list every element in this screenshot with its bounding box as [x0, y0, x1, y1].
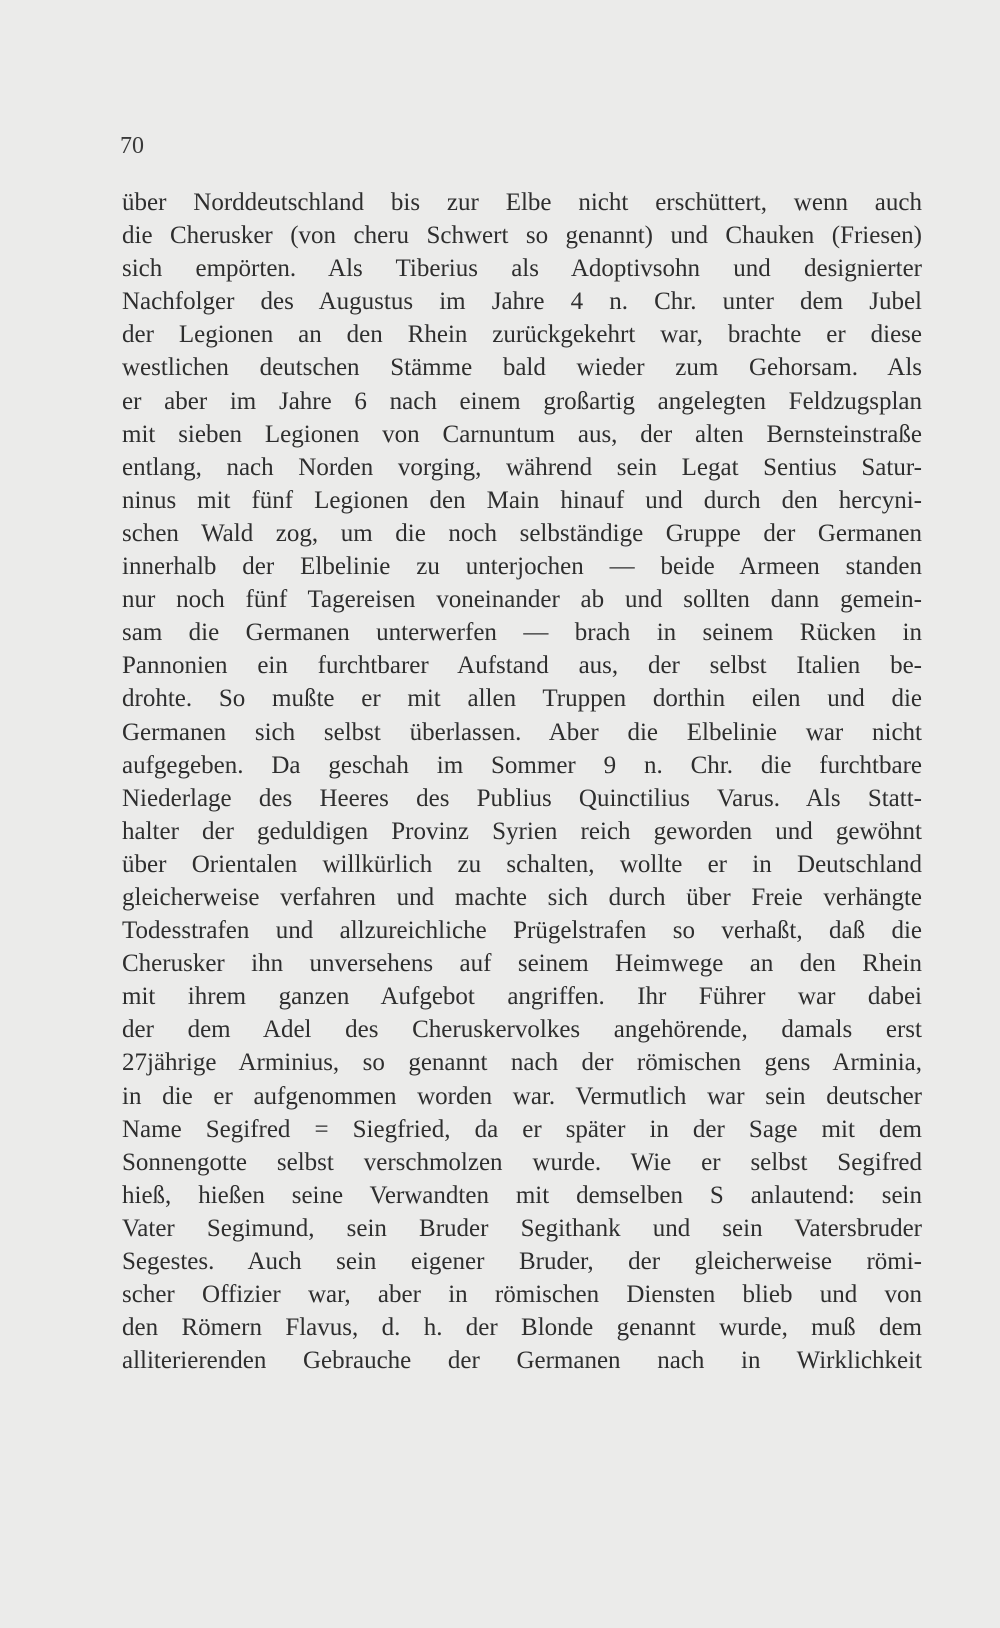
text-line: den Römern Flavus, d. h. der Blonde genannt wurde, muß dem [122, 1314, 922, 1342]
text-line: alliterierenden Gebrauche der Germanen nach in Wirklichkeit [122, 1347, 922, 1375]
text-line: nur noch fünf Tagereisen voneinander ab und sollten dann gemein- [122, 586, 922, 614]
text-line: Pannonien ein furchtbarer Aufstand aus, der selbst Italien be- [122, 652, 922, 680]
text-line: der Legionen an den Rhein zurückgekehrt war, brachte er diese [122, 321, 922, 349]
text-line: in die er aufgenommen worden war. Vermutlich war sein deutscher [122, 1082, 922, 1110]
text-line: sich empörten. Als Tiberius als Adoptivsohn und designierter [122, 255, 922, 283]
text-line: er aber im Jahre 6 nach einem großartig angelegten Feldzugsplan [122, 387, 922, 415]
text-line: westlichen deutschen Stämme bald wieder zum Gehorsam. Als [122, 354, 922, 382]
body-text [122, 186, 922, 1377]
text-line: über Norddeutschland bis zur Elbe nicht erschüttert, wenn auch [122, 189, 922, 216]
text-line: Germanen sich selbst überlassen. Aber die Elbelinie war nicht [122, 718, 922, 746]
text-line: innerhalb der Elbelinie zu unterjochen — beide Armeen standen [122, 553, 922, 581]
text-line: die Cherusker (von cheru Schwert so genannt) und Chauken (Friesen) [122, 222, 922, 250]
text-line: ninus mit fünf Legionen den Main hinauf und durch den hercyni- [122, 486, 922, 514]
text-line: sam die Germanen unterwerfen — brach in seinem Rücken in [122, 619, 922, 647]
page-number: 70 [120, 133, 144, 159]
text-line: Todesstrafen und allzureichliche Prügelstrafen so verhaßt, daß die [122, 917, 922, 945]
text-line: drohte. So mußte er mit allen Truppen dorthin eilen und die [122, 685, 922, 713]
text-line: mit sieben Legionen von Carnuntum aus, der alten Bernsteinstraße [122, 420, 922, 448]
text-line: Niederlage des Heeres des Publius Quinctilius Varus. Als Statt- [122, 784, 922, 812]
text-line: Segestes. Auch sein eigener Bruder, der gleicherweise römi- [122, 1248, 922, 1275]
text-line: aufgegeben. Da geschah im Sommer 9 n. Chr. die furchtbare [122, 751, 922, 779]
text-line: Vater Segimund, sein Bruder Segithank und sein Vatersbruder [122, 1214, 922, 1242]
text-line: Sonnengotte selbst verschmolzen wurde. Wie er selbst Segifred [122, 1148, 922, 1176]
text-line: über Orientalen willkürlich zu schalten, wollte er in Deutschland [122, 850, 922, 878]
text-line: Cherusker ihn unversehens auf seinem Heimwege an den Rhein [122, 950, 922, 978]
text-line: halter der geduldigen Provinz Syrien reich geworden und gewöhnt [122, 817, 922, 845]
text-line: 27jährige Arminius, so genannt nach der römischen gens Arminia, [122, 1049, 922, 1077]
text-line: scher Offizier war, aber in römischen Diensten blieb und von [122, 1281, 922, 1309]
text-line: mit ihrem ganzen Aufgebot angriffen. Ihr Führer war dabei [122, 983, 922, 1011]
text-line: gleicherweise verfahren und machte sich durch über Freie verhängte [122, 883, 922, 911]
text-line: entlang, nach Norden vorging, während sein Legat Sentius Satur- [122, 453, 922, 481]
text-line: hieß, hießen seine Verwandten mit demselben S anlautend: sein [122, 1181, 922, 1209]
text-line: Name Segifred = Siegfried, da er später in der Sage mit dem [122, 1115, 922, 1143]
text-line: Nachfolger des Augustus im Jahre 4 n. Chr. unter dem Jubel [122, 288, 922, 316]
text-line: schen Wald zog, um die noch selbständige Gruppe der Germanen [122, 519, 922, 547]
text-line: der dem Adel des Cheruskervolkes angehörende, damals erst [122, 1016, 922, 1044]
